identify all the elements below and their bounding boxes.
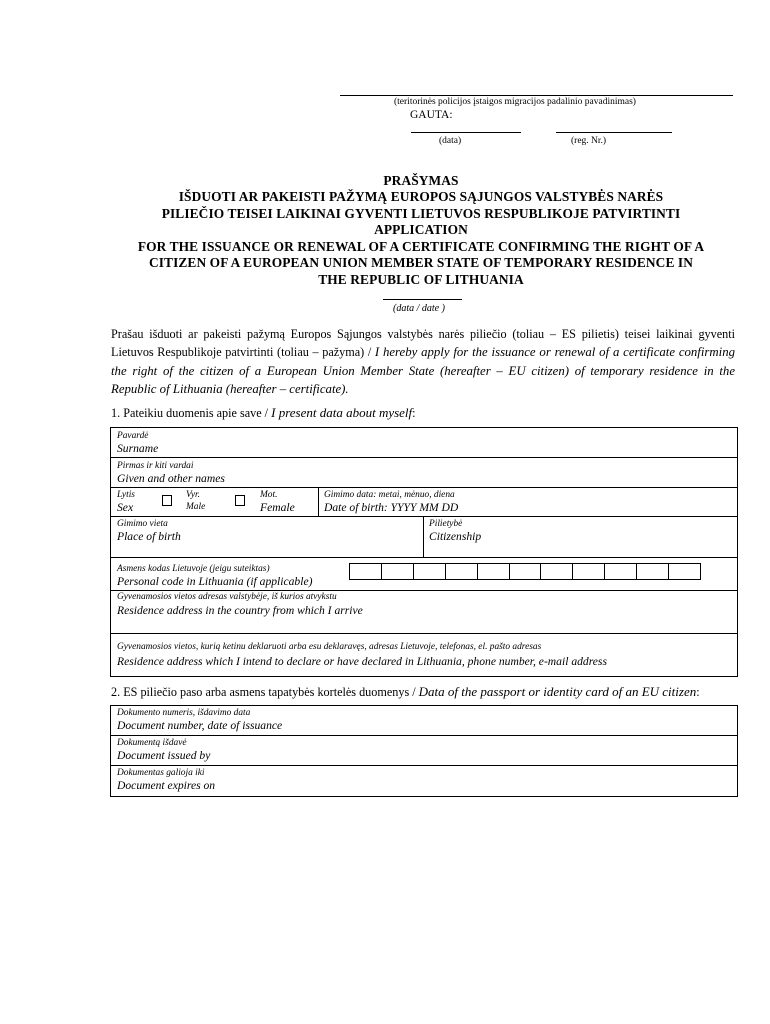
sex-label-en: Sex (117, 501, 134, 514)
personal-code-digit-10[interactable] (637, 564, 669, 579)
female-checkbox[interactable] (235, 495, 245, 506)
title-lt-3: PILIEČIO TEISEI LAIKINAI GYVENTI LIETUVOS RESPUBLIKOJE PATVIRTINTI (161, 206, 681, 221)
personal-code-digit-1[interactable] (350, 564, 382, 579)
surname-label-en: Surname (117, 442, 159, 455)
female-label-lt: Mot. (260, 490, 278, 500)
given-names-label-en: Given and other names (117, 472, 225, 485)
intro-text-en: I hereby apply for the issuance or renewal of a certificate confirming the right of the citizen of a European Union Member State (hereafter – EU citizen) of temporary residence in the Republic of Lithuania (hereafter – certificate). (111, 345, 735, 397)
male-label-en: Male (186, 502, 206, 512)
personal-code-digit-11[interactable] (669, 564, 700, 579)
residence-lithuania-label-lt: Gyvenamosios vietos, kurią ketinu deklaruoti arba esu deklaravęs, adresas Lietuvoje, telefonas, el. pašto adresas (117, 642, 542, 652)
given-names-label-lt: Pirmas ir kiti vardai (117, 461, 194, 471)
given-names-row[interactable] (111, 458, 737, 488)
section2-heading-lt: 2. ES piliečio paso arba asmens tapatybės kortelės duomenys / (111, 685, 419, 699)
male-label-lt: Vyr. (186, 490, 200, 500)
place-of-birth-label-lt: Gimimo vieta (117, 519, 168, 529)
place-of-birth-label-en: Place of birth (117, 530, 181, 543)
intro-text-lt: Prašau išduoti ar pakeisti pažymą Europos Sąjungos valstybės narės piliečio (toliau – ES pilietis) teisei laikinai gyventi Lietuvos Respublikoje patvirtinti (toliau – pažyma) / (111, 327, 735, 360)
residence-abroad-row[interactable] (111, 591, 737, 634)
document-expiry-label-en: Document expires on (117, 779, 216, 792)
section2-heading-en: Data of the passport or identity card of an EU citizen (418, 684, 697, 699)
title-en-3: CITIZEN OF A EUROPEAN UNION MEMBER STATE OF TEMPORARY RESIDENCE IN (148, 255, 694, 270)
received-label: GAUTA: (410, 109, 453, 121)
citizenship-field[interactable] (424, 517, 737, 557)
section1-heading-lt: 1. Pateikiu duomenis apie save / (111, 406, 272, 420)
personal-code-digit-8[interactable] (573, 564, 605, 579)
residence-abroad-label-en: Residence address in the country from which I arrive (117, 604, 363, 617)
personal-code-digit-9[interactable] (605, 564, 637, 579)
section2-heading: 2. ES piliečio paso arba asmens tapatybės kortelės duomenys / Data of the passport or identity card of an EU citizen: (111, 684, 700, 699)
application-date-line[interactable] (383, 299, 462, 300)
personal-code-digit-7[interactable] (541, 564, 573, 579)
sex-label-lt: Lytis (117, 490, 135, 500)
personal-code-digit-2[interactable] (382, 564, 414, 579)
received-date-caption: (data) (439, 136, 462, 146)
personal-code-digit-6[interactable] (510, 564, 542, 579)
document-expiry-label-lt: Dokumentas galioja iki (117, 768, 205, 778)
sex-dob-row (111, 488, 737, 517)
document-number-label-en: Document number, date of issuance (117, 719, 283, 732)
citizenship-label-en: Citizenship (429, 530, 482, 543)
residence-lithuania-label-en: Residence address which I intend to declare or have declared in Lithuania, phone number, e-mail address (117, 655, 607, 668)
dob-field[interactable] (319, 488, 737, 516)
application-date-caption: (data / date ) (393, 303, 445, 314)
office-name-line (340, 95, 733, 96)
female-label-en: Female (260, 501, 295, 514)
document-issuer-label-en: Document issued by (117, 749, 211, 762)
document-number-label-lt: Dokumento numeris, išdavimo data (117, 708, 251, 718)
title-lt-1: PRAŠYMAS (383, 173, 459, 188)
personal-code-boxes (349, 563, 701, 580)
document-expiry-row[interactable] (111, 766, 737, 796)
section1-heading: 1. Pateikiu duomenis apie save / I present data about myself: (111, 405, 416, 420)
section1-heading-en: I present data about myself (271, 405, 413, 420)
personal-code-digit-3[interactable] (414, 564, 446, 579)
personal-data-table (110, 427, 738, 677)
title-en-4: THE REPUBLIC OF LITHUANIA (318, 272, 524, 287)
personal-code-label-lt: Asmens kodas Lietuvoje (jeigu suteiktas) (117, 564, 270, 574)
document-issuer-row[interactable] (111, 736, 737, 766)
personal-code-row (111, 558, 737, 591)
dob-label-lt: Gimimo data: metai, mėnuo, diena (324, 490, 455, 500)
document-number-row[interactable] (111, 706, 737, 736)
personal-code-label-en: Personal code in Lithuania (if applicable) (117, 575, 313, 588)
document-issuer-label-lt: Dokumentą išdavė (117, 738, 187, 748)
personal-code-digit-4[interactable] (446, 564, 478, 579)
surname-label-lt: Pavardė (117, 431, 149, 441)
dob-label-en: Date of birth: YYYY MM DD (324, 501, 459, 514)
surname-row[interactable] (111, 428, 737, 458)
male-checkbox[interactable] (162, 495, 172, 506)
citizenship-label-lt: Pilietybė (429, 519, 463, 529)
reg-number-line[interactable] (556, 132, 672, 133)
personal-code-digit-5[interactable] (478, 564, 510, 579)
place-of-birth-field[interactable] (111, 517, 423, 557)
office-name-caption: (teritorinės policijos įstaigos migracijos padalinio pavadinimas) (394, 97, 636, 107)
received-date-line[interactable] (411, 132, 521, 133)
title-lt-2: IŠDUOTI AR PAKEISTI PAŽYMĄ EUROPOS SĄJUNGOS VALSTYBĖS NARĖS (178, 189, 664, 204)
document-data-table (110, 705, 738, 797)
intro-paragraph (111, 325, 735, 399)
title-en-1: APPLICATION (374, 222, 468, 237)
residence-lithuania-row[interactable] (111, 634, 737, 676)
birthplace-citizenship-row (111, 517, 737, 558)
reg-number-caption: (reg. Nr.) (571, 136, 607, 146)
title-en-2: FOR THE ISSUANCE OR RENEWAL OF A CERTIFICATE CONFIRMING THE RIGHT OF A (137, 239, 705, 254)
residence-abroad-label-lt: Gyvenamosios vietos adresas valstybėje, iš kurios atvykstu (117, 592, 337, 602)
